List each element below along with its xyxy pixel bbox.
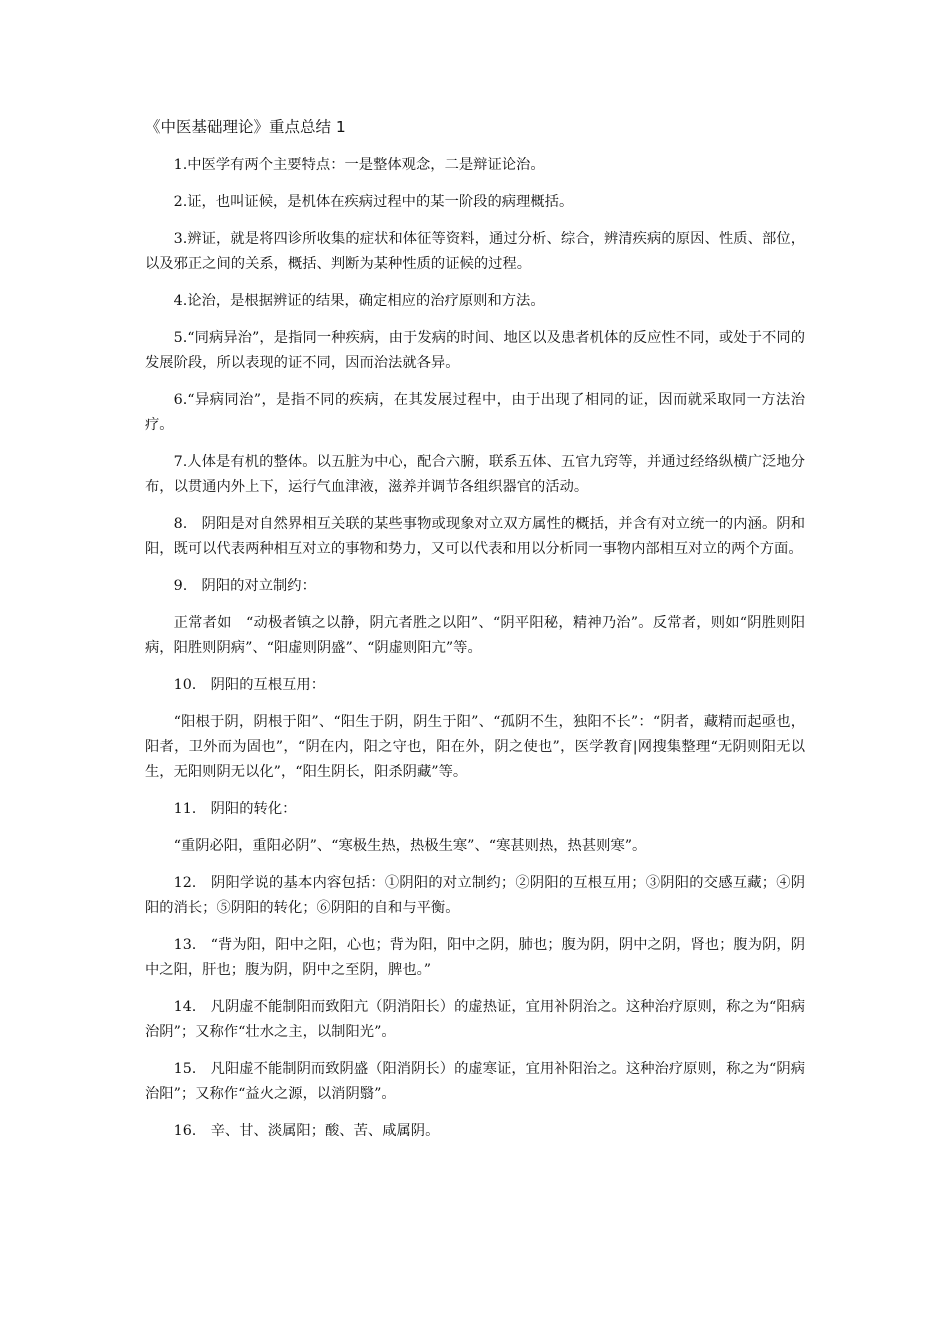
paragraph: 16. 辛、甘、淡属阳；酸、苦、咸属阴。: [173, 1123, 440, 1139]
paragraph: 13. “背为阳，阳中之阳，心也；背为阳，阳中之阴，肺也；腹为阴，阴中之阴，肾也；腹为阴，阴中之阳，肝也；腹为阴，阴中之至阴，脾也。”: [145, 937, 805, 978]
paragraph: 15. 凡阳虚不能制阴而致阴盛（阳消阴长）的虚寒证，宜用补阳治之。这种治疗原则，称之为“阴病治阳”；又称作“益火之源，以消阴翳”。: [145, 1061, 805, 1102]
document-title: 《中医基础理论》重点总结 1: [145, 118, 346, 136]
paragraph: 12. 阴阳学说的基本内容包括：①阴阳的对立制约；②阴阳的互根互用；③阴阳的交感互藏；④阴阳的消长；⑤阴阳的转化；⑥阴阳的自和与平衡。: [145, 875, 805, 916]
paragraph: 9. 阴阳的对立制约：: [173, 578, 316, 594]
paragraph: 4.论治，是根据辨证的结果，确定相应的治疗原则和方法。: [173, 293, 545, 309]
paragraph: 正常者如 “动极者镇之以静，阴亢者胜之以阳”、“阴平阳秘，精神乃治”。反常者，则如“阴胜则阳病，阳胜则阴病”、“阳虚则阴盛”、“阴虚则阳亢”等。: [145, 615, 805, 656]
paragraph: 7.人体是有机的整体。以五脏为中心，配合六腑，联系五体、五官九窍等，并通过经络纵横广泛地分布，以贯通内外上下，运行气血津液，滋养并调节各组织器官的活动。: [145, 454, 805, 495]
paragraph: 5.“同病异治”，是指同一种疾病，由于发病的时间、地区以及患者机体的反应性不同，或处于不同的发展阶段，所以表现的证不同，因而治法就各异。: [145, 330, 805, 371]
paragraph: 8. 阴阳是对自然界相互关联的某些事物或现象对立双方属性的概括，并含有对立统一的内涵。阴和阳，既可以代表两种相互对立的事物和势力，又可以代表和用以分析同一事物内部相互对立的两个方面。: [145, 516, 805, 557]
paragraph: 14. 凡阴虚不能制阳而致阳亢（阴消阳长）的虚热证，宜用补阴治之。这种治疗原则，称之为“阳病治阴”；又称作“壮水之主，以制阳光”。: [145, 999, 805, 1040]
paragraph: 10. 阴阳的互根互用：: [173, 677, 326, 693]
paragraph: 3.辨证，就是将四诊所收集的症状和体征等资料，通过分析、综合，辨清疾病的原因、性质、部位，以及邪正之间的关系，概括、判断为某种性质的证候的过程。: [145, 231, 805, 272]
paragraph: 6.“异病同治”，是指不同的疾病，在其发展过程中，由于出现了相同的证，因而就采取同一方法治疗。: [145, 392, 805, 433]
paragraph: 1.中医学有两个主要特点：一是整体观念，二是辩证论治。: [173, 157, 545, 173]
paragraph: “重阴必阳，重阳必阴”、“寒极生热，热极生寒”、“寒甚则热，热甚则寒”。: [173, 838, 647, 854]
document-body: [145, 114, 805, 1156]
paragraph: 11. 阴阳的转化：: [173, 801, 297, 817]
paragraph: 2.证，也叫证候，是机体在疾病过程中的某一阶段的病理概括。: [173, 194, 574, 210]
paragraph-list: [145, 153, 805, 1144]
paragraph: “阳根于阴，阴根于阳”、“阳生于阴，阴生于阳”、“孤阴不生，独阳不长”：“阴者，藏精而起亟也，阳者，卫外而为固也”，“阴在内，阳之守也，阳在外，阴之使也”，医学教育|网搜集整理“无阴则阳无以生，无阳则阴无以化”，“阳生阴长，阳杀阴藏”等。: [145, 714, 805, 780]
